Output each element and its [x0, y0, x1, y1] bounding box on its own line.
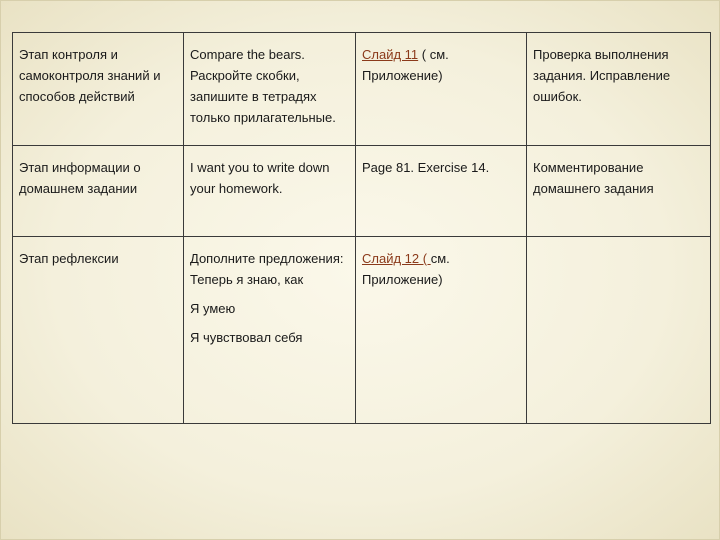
task-cell [184, 146, 356, 237]
task-text: I want you to write down your homework. [190, 160, 330, 196]
material-cell [356, 33, 527, 146]
table-row [13, 33, 711, 146]
stage-cell [13, 237, 184, 424]
material-text: см. Приложение) [362, 251, 450, 287]
task-line: Я чувствовал себя [190, 330, 303, 345]
activity-text: Комментирование домашнего задания [533, 160, 654, 196]
stage-cell [13, 146, 184, 237]
task-cell [184, 237, 356, 424]
task-line: Дополните предложения: Теперь я знаю, как [190, 251, 344, 287]
activity-cell [527, 237, 711, 424]
task-line: Я умею [190, 301, 236, 316]
task-text: Compare the bears. Раскройте скобки, запишите в тетрадях только прилагательные. [190, 47, 336, 125]
material-cell [356, 237, 527, 424]
slide-link[interactable]: Слайд 11 [362, 47, 419, 62]
activity-cell [527, 146, 711, 237]
table-row [13, 237, 711, 424]
material-text: Page 81. Exercise 14. [362, 160, 490, 175]
stage-text: Этап информации о домашнем задании [19, 160, 141, 196]
table-row [13, 146, 711, 237]
stage-text: Этап рефлексии [19, 251, 119, 266]
activity-text: Проверка выполнения задания. Исправление ошибок. [533, 47, 671, 104]
stage-text: Этап контроля и самоконтроля знаний и способов действий [19, 47, 161, 104]
task-cell [184, 33, 356, 146]
lesson-plan-table [12, 32, 711, 424]
material-cell [356, 146, 527, 237]
slide-link[interactable]: Слайд 12 ( [362, 251, 431, 266]
material-text: ( см. Приложение) [362, 47, 449, 83]
stage-cell [13, 33, 184, 146]
activity-cell [527, 33, 711, 146]
